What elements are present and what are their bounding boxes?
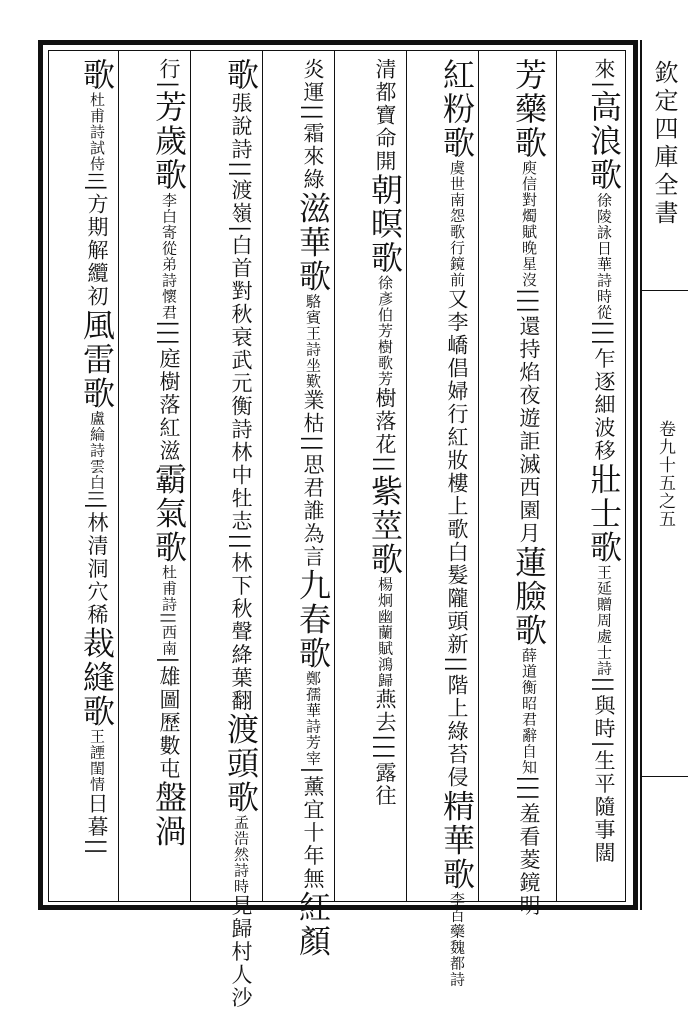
- song-title: 霸氣歌: [150, 462, 188, 565]
- column-text: |薰宜十年無: [301, 766, 325, 891]
- annotation-text: 駱賓王詩坐歎: [304, 293, 322, 390]
- column-rule: [118, 50, 119, 902]
- song-title: 滋華歌: [294, 191, 332, 294]
- column-text: 清都寶命開: [373, 58, 397, 173]
- column-text: ||與時|生平隨事闊: [592, 676, 616, 865]
- column-text: |林清洞穴稀: [85, 502, 109, 627]
- song-title: 歌: [222, 58, 260, 92]
- text-column-6: [202, 58, 260, 1009]
- annotation-text: 虞世南怨歌行鏡前: [448, 160, 466, 288]
- column-text: 來|: [592, 58, 616, 91]
- column-text: |||還持焰夜遊詎滅西園月: [517, 288, 541, 546]
- column-text: |雄圖歷數屯: [157, 656, 181, 781]
- column-text: ||階上綠苔侵: [445, 656, 469, 790]
- song-title: 精華歌: [438, 789, 476, 892]
- song-title: 芳歲歌: [150, 90, 188, 193]
- column-text: 炎運||霜來綠: [301, 58, 325, 192]
- column-text: 業枯||思君誰為言: [301, 389, 325, 569]
- column-text: |||庭樹落紅滋: [157, 320, 181, 463]
- annotation-text: 盧綸詩雲白||: [88, 410, 106, 503]
- volume-label: 卷九十五之五: [655, 420, 675, 528]
- song-title: 盤渦: [150, 780, 188, 849]
- song-title: 九春歌: [294, 568, 332, 671]
- text-column-4: [346, 58, 404, 898]
- song-title: 裁縫歌: [78, 626, 116, 729]
- song-title: 渡頭歌: [222, 712, 260, 815]
- column-rule: [556, 50, 557, 902]
- column-text: 燕去|||露往: [373, 688, 397, 808]
- column-text: 張說詩||渡嶺|白首對秋衰武元衡: [229, 92, 253, 419]
- column-text: |||乍逐細波移: [592, 320, 616, 463]
- column-rule: [190, 50, 191, 902]
- column-text: |||羞看菱鏡明: [517, 775, 541, 918]
- song-title: 紅顏: [294, 890, 332, 959]
- column-text: 見歸村人沙: [229, 894, 253, 1009]
- column-rule: [478, 50, 479, 902]
- song-title: 歌: [78, 58, 116, 92]
- column-text: |方期解纜初: [85, 184, 109, 309]
- annotation-text: 鄭孺華詩芳宰: [304, 670, 322, 767]
- annotation-text: 薛道衡昭君辭自知: [520, 647, 538, 776]
- annotation-text: 杜甫詩||西南: [160, 564, 178, 657]
- fishtail-mark: [642, 776, 688, 777]
- column-text: 詩林中牡志||林下秋聲絳葉翻: [229, 418, 253, 713]
- fishtail-mark: [642, 290, 688, 291]
- text-column-8: [58, 58, 116, 898]
- column-text: 又李嶠倡婦行紅妝樓上歌白髮隴頭新: [445, 288, 469, 656]
- annotation-text: 王延贈周處士詩: [595, 564, 613, 677]
- banner-rule: [640, 40, 642, 910]
- song-title: 紫莖歌: [366, 474, 404, 577]
- text-column-2: [490, 58, 548, 918]
- song-title: 紅粉歌: [438, 58, 476, 160]
- column-rule: [334, 50, 335, 902]
- column-text: 樹落花||: [373, 387, 397, 475]
- song-title: 芳藥歌: [510, 58, 548, 160]
- annotation-text: 徐陵詠日華詩時從: [595, 192, 613, 321]
- annotation-text: 王諲閨情: [88, 728, 106, 793]
- song-title: 風雷歌: [78, 308, 116, 411]
- annotation-text: 杜甫詩試侍||: [88, 92, 106, 185]
- song-title: 壯士歌: [585, 462, 623, 565]
- column-text: 日暮||: [85, 792, 109, 857]
- annotation-text: 庾信對燭賦晚星沒: [520, 160, 538, 288]
- annotation-text: 李白寄從弟詩懷君: [160, 192, 178, 321]
- text-column-1: [565, 58, 623, 898]
- annotation-text: 楊炯幽蘭賦鴻歸: [376, 576, 394, 689]
- text-column-5: [274, 58, 332, 959]
- column-rule: [406, 50, 407, 902]
- column-text: 行|: [157, 58, 181, 91]
- song-title: 高浪歌: [585, 90, 623, 193]
- annotation-text: 孟浩然詩時: [232, 814, 250, 895]
- column-rule: [262, 50, 263, 902]
- annotation-text: 李百藥魏都詩: [448, 891, 466, 988]
- book-title: 欽定四庫全書: [650, 60, 678, 228]
- text-column-7: [130, 58, 188, 898]
- song-title: 蓮臉歌: [510, 545, 548, 648]
- annotation-text: 徐彥伯芳樹歌芳: [376, 275, 394, 387]
- song-title: 朝暝歌: [366, 173, 404, 275]
- text-column-3: [418, 58, 476, 988]
